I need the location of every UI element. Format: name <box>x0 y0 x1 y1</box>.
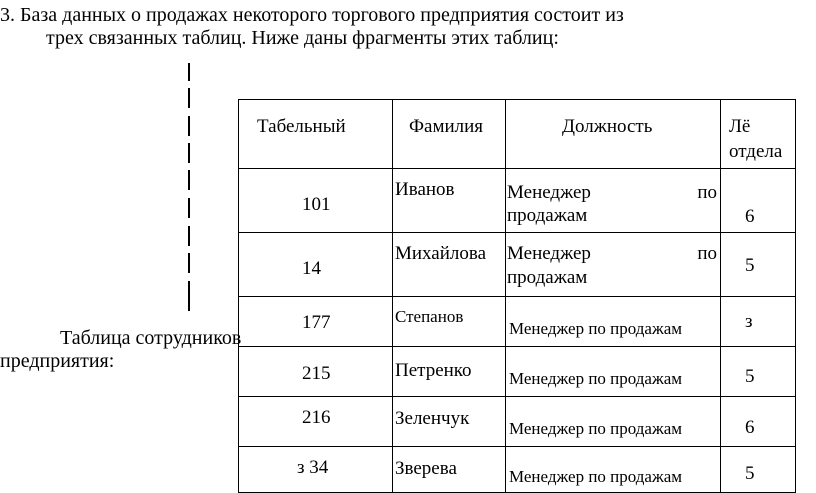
table-row <box>239 233 796 297</box>
table-row <box>239 447 796 493</box>
cell-position <box>506 397 721 447</box>
dept-text: 6 <box>745 206 755 227</box>
dept-text: 6 <box>745 417 755 438</box>
id-text: 216 <box>302 407 331 428</box>
position-text: Менеджер по продажам <box>509 467 683 486</box>
cell-dept <box>721 297 796 347</box>
cell-id <box>239 297 393 347</box>
cell-id <box>239 447 393 493</box>
cell-surname <box>393 169 506 233</box>
cell-surname <box>393 297 506 347</box>
cell-id <box>239 397 393 447</box>
cell-id <box>239 347 393 397</box>
table-row <box>239 297 796 347</box>
header-dept-label-2: отдела <box>729 141 783 162</box>
position-text: Менеджер по продажам <box>509 369 683 388</box>
cell-position <box>506 447 721 493</box>
id-text: з 34 <box>297 457 329 478</box>
dept-text: 5 <box>745 463 755 484</box>
position-word-2: по <box>697 243 717 264</box>
table-header-row <box>239 100 796 169</box>
surname-text: Степанов <box>395 307 464 326</box>
cell-id <box>239 169 393 233</box>
cell-position <box>506 347 721 397</box>
surname-text: Иванов <box>395 179 455 200</box>
position-word-1: Менеджер <box>507 182 591 203</box>
position-word-1: Менеджер <box>507 243 591 264</box>
employees-table <box>238 99 796 493</box>
table-caption-line-2: предприятия: <box>0 350 115 372</box>
position-word-3: продажам <box>507 267 588 288</box>
header-id-label: Табельный <box>257 116 346 137</box>
cell-surname <box>393 397 506 447</box>
cell-position <box>506 297 721 347</box>
dept-text: 5 <box>745 255 755 276</box>
intro-line-2: трех связанных таблиц. Ниже даны фрагменты этих таблиц: <box>46 27 559 49</box>
id-text: 177 <box>302 312 331 333</box>
surname-text: Зверева <box>395 458 457 479</box>
table-row <box>239 397 796 447</box>
position-word-3: продажам <box>507 205 588 226</box>
position-text: Менеджер по продажам <box>509 419 683 438</box>
surname-text: Михайлова <box>395 243 487 264</box>
header-cell-dept <box>721 100 796 169</box>
header-position-label: Должность <box>562 116 653 137</box>
cell-surname <box>393 347 506 397</box>
header-cell-id <box>239 100 393 169</box>
header-cell-position <box>506 100 721 169</box>
id-text: 101 <box>302 194 331 215</box>
surname-text: Зеленчук <box>395 408 470 429</box>
cell-dept <box>721 447 796 493</box>
header-cell-surname <box>393 100 506 169</box>
id-text: 14 <box>302 258 321 279</box>
table-caption-line-1: Таблица сотрудников <box>60 327 242 349</box>
position-word-2: по <box>697 182 717 203</box>
cell-dept <box>721 169 796 233</box>
table-row <box>239 169 796 233</box>
cell-dept <box>721 347 796 397</box>
cell-surname <box>393 233 506 297</box>
cell-surname <box>393 447 506 493</box>
cell-position <box>506 169 721 233</box>
position-text: Менеджер по продажам <box>509 319 683 338</box>
header-surname-label: Фамилия <box>409 116 484 137</box>
id-text: 215 <box>302 363 331 384</box>
cell-position <box>506 233 721 297</box>
table-row <box>239 347 796 397</box>
cell-id <box>239 233 393 297</box>
header-dept-label-1: Лё <box>729 116 751 137</box>
cell-dept <box>721 397 796 447</box>
intro-line-1: 3. База данных о продажах некоторого торгового предприятия состоит из <box>0 4 624 26</box>
dept-text: 5 <box>745 366 755 387</box>
dept-text: з <box>745 311 753 332</box>
cell-dept <box>721 233 796 297</box>
surname-text: Петренко <box>395 360 472 381</box>
